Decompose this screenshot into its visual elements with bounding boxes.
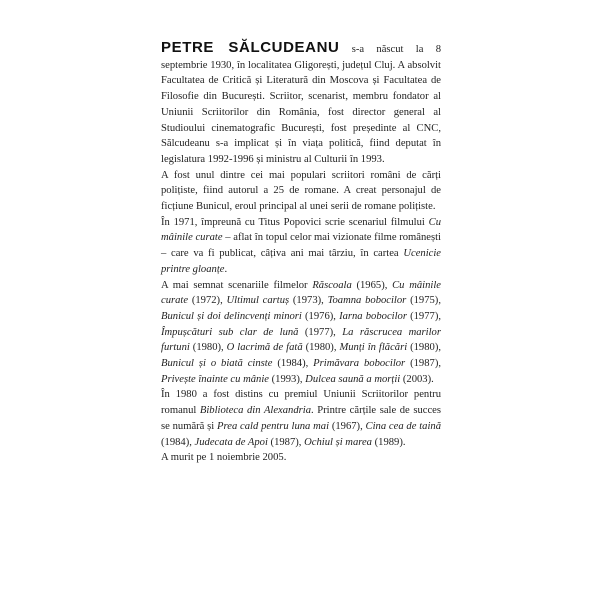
film-title: Răscoala bbox=[312, 279, 352, 291]
book-title: Prea cald pentru luna mai bbox=[217, 420, 330, 432]
book-title: Ochiul și marea bbox=[304, 436, 372, 448]
book-title: Judecata de Apoi bbox=[194, 436, 268, 448]
bio-paragraph-novels bbox=[161, 168, 441, 215]
book-title: Cina cea de taină bbox=[365, 420, 441, 432]
film-title: Primăvara bobocilor bbox=[313, 358, 406, 370]
bio-text: (1980), bbox=[189, 342, 227, 354]
film-title: Ultimul cartuș bbox=[226, 295, 290, 307]
book-title: Biblioteca din Alexandria bbox=[199, 405, 312, 417]
bio-text: (2003). bbox=[400, 373, 434, 385]
film-title: O lacrimă de fată bbox=[226, 342, 303, 354]
bio-text: (1987), bbox=[267, 436, 305, 448]
author-biography bbox=[161, 40, 441, 466]
bio-text: A mai semnat scenariile filmelor bbox=[161, 279, 313, 291]
bio-text: (1980), bbox=[302, 342, 340, 354]
bio-text: – aflat în topul celor mai vizionate filme românești – care va fi publicat, câțiva ani mai târziu, în cartea bbox=[161, 232, 441, 260]
bio-text: (1987), bbox=[405, 358, 441, 370]
film-title: Iarna bobocilor bbox=[339, 310, 407, 322]
film-title: Cu mâinile curate bbox=[161, 216, 441, 244]
book-title: Ucenicie printre gloanțe bbox=[161, 248, 441, 275]
bio-text: . bbox=[224, 263, 228, 275]
bio-text: s-a născut la 8 septembrie 1930, în localitatea Gligorești, județul Cluj. A absolvit Facultatea de Critică și Literatură din Moscova și Facultatea de Filosofie din București. Scriitor, scenarist, membru fondator al Uniunii Scriitorilor din România, fost director general al Studioului cinematografic București, fost președinte al CNC, Sălcudeanu s-a implicat și în viața politică, fiind deputat în legislatura 1992-1996 și ministru al Culturii în 1993. bbox=[161, 44, 442, 165]
bio-text: (1977), bbox=[298, 326, 343, 338]
bio-text: A fost unul dintre cei mai populari scriitori români de cărți polițiste, fiind autorul a 25 de romane. A creat personajul de ficțiune Bunicul, eroul principal al unei serii de romane polițiste. bbox=[161, 169, 441, 213]
bio-text: (1984), bbox=[161, 436, 195, 448]
film-title: Bunicul și o biată cinste bbox=[161, 358, 273, 370]
bio-text: A murit pe 1 noiembrie 2005. bbox=[161, 452, 287, 464]
bio-paragraph-screenplay bbox=[161, 215, 441, 278]
bio-text: (1977), bbox=[406, 310, 441, 322]
bio-text: (1967), bbox=[329, 420, 366, 432]
author-name: PETRE SĂLCUDEANU bbox=[161, 39, 340, 56]
bio-text: (1976), bbox=[301, 310, 340, 322]
bio-text: (1965), bbox=[351, 279, 393, 291]
bio-text: (1975), bbox=[406, 295, 441, 307]
film-title: La răscrucea marilor furtuni bbox=[161, 326, 441, 354]
bio-text: (1984), bbox=[272, 358, 314, 370]
film-title: Dulcea saună a morții bbox=[305, 373, 401, 385]
bio-text: În 1971, împreună cu Titus Popovici scrie scenariul filmului bbox=[161, 216, 429, 228]
bio-text: În 1980 a fost distins cu premiul Uniunii Scriitorilor pentru romanul bbox=[161, 389, 441, 417]
bio-paragraph-awards bbox=[161, 387, 441, 450]
bio-text: (1972), bbox=[188, 295, 227, 307]
film-title: Bunicul și doi delincvenți minori bbox=[161, 310, 302, 322]
bio-text: (1989). bbox=[371, 436, 406, 448]
bio-paragraph-death bbox=[161, 450, 441, 466]
film-title: Privește înainte cu mânie bbox=[161, 373, 269, 385]
bio-text: (1993), bbox=[268, 373, 306, 385]
film-title: Împușcături sub clar de lună bbox=[161, 326, 299, 338]
film-title: Munți în flăcări bbox=[339, 342, 408, 354]
bio-paragraph-filmography bbox=[161, 278, 441, 388]
bio-text: (1973), bbox=[289, 295, 328, 307]
bio-text: (1980), bbox=[407, 342, 442, 354]
film-title: Toamna bobocilor bbox=[327, 295, 407, 307]
bio-text: . Printre cărțile sale de succes se numără și bbox=[161, 405, 441, 432]
film-title: Cu mâinile curate bbox=[161, 279, 441, 307]
bio-paragraph-intro bbox=[161, 40, 441, 168]
